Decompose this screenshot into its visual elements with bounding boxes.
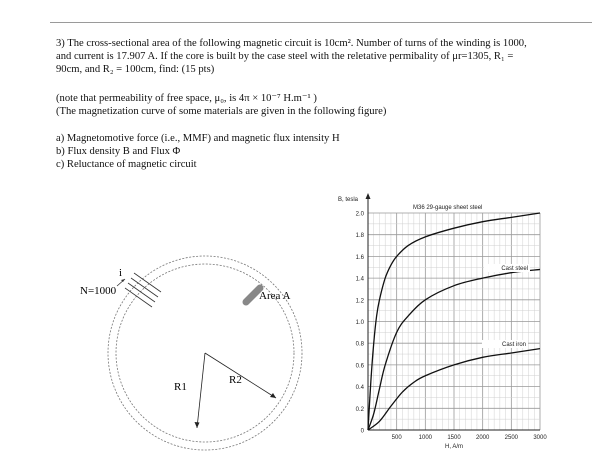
y-tick-label: 0.8	[355, 341, 364, 348]
note-magnetization: (The magnetization curve of some materials are given in the following figure)	[56, 106, 387, 117]
x-axis-label: H, A/m	[444, 444, 464, 450]
label-cast-steel: Cast steel	[501, 266, 528, 272]
x-tick-label: 1000	[418, 435, 433, 441]
r2-label: R2	[229, 374, 242, 386]
y-tick-label: 0.2	[355, 406, 364, 413]
y-tick-label: 0	[360, 428, 364, 435]
question-b: b) Flux density B and Flux Φ	[56, 146, 181, 157]
label-cast-iron: Cast iron	[501, 342, 526, 348]
area-label: Area A	[259, 290, 291, 302]
y-tick-label: 1.2	[355, 298, 364, 305]
question-c: c) Reluctance of magnetic circuit	[56, 159, 197, 170]
problem-line-2: and current is 17.907 A. If the core is built by the case steel with the reletative permibality of μr=1305, R₁ =	[56, 51, 514, 62]
x-tick-label: 1500	[447, 435, 461, 441]
question-a: a) Magnetomotive force (i.e., MMF) and magnetic flux intensity H	[56, 133, 340, 144]
y-axis-arrow	[366, 193, 371, 199]
note-permeability: (note that permeability of free space, μ₀, is 4π × 10⁻⁷ H.m⁻¹ )	[56, 93, 317, 104]
problem-line-1: 3) The cross-sectional area of the following magnetic circuit is 10cm². Number of turns of the winding is 1000,	[56, 38, 527, 49]
y-tick-label: 1.4	[355, 276, 364, 283]
x-tick-label: 2000	[475, 435, 490, 441]
x-tick-label: 2500	[504, 435, 519, 441]
x-tick-label: 500	[391, 435, 402, 441]
r1-label: R1	[174, 381, 187, 393]
y-tick-label: 1.0	[355, 320, 364, 326]
y-axis-label: B, tesla	[338, 197, 359, 203]
y-tick-label: 0.4	[355, 385, 364, 392]
y-tick-label: 0.6	[355, 363, 364, 370]
chart-grid	[368, 213, 540, 430]
x-tick-label: 3000	[533, 435, 547, 441]
winding-label: N=1000	[80, 285, 117, 297]
y-tick-label: 1.8	[355, 233, 364, 240]
problem-line-3: 90cm, and R₂ = 100cm, find: (15 pts)	[56, 64, 215, 75]
current-label: i	[119, 267, 123, 279]
label-sheet-steel: M36 29-gauge sheet steel	[413, 205, 483, 211]
y-tick-label: 1.6	[355, 254, 364, 261]
y-tick-label: 2.0	[355, 211, 364, 218]
